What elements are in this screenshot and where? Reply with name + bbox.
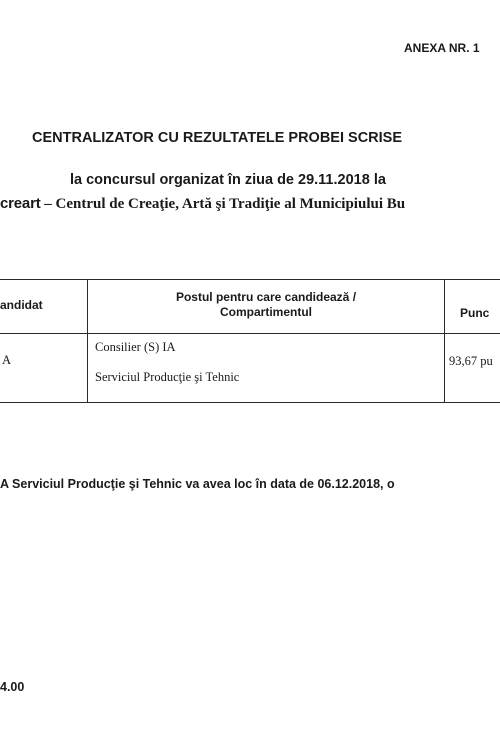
header-points: Punc: [460, 306, 490, 320]
document-subtitle: la concursul organizat în ziua de 29.11.2018 la: [70, 172, 386, 188]
header-position-line2: Compartimentul: [219, 305, 312, 319]
header-candidate: andidat: [0, 298, 43, 312]
header-position: [88, 290, 444, 320]
institution-name: Centrul de Creaţie, Artă şi Tradiţie al Municipiului Bu: [55, 196, 406, 212]
institution-separator: –: [40, 196, 56, 212]
document-title: CENTRALIZATOR CU REZULTATELE PROBEI SCRISE: [32, 130, 403, 146]
institution-line: [0, 195, 405, 213]
cell-points: 93,67 pu: [449, 354, 493, 368]
cell-position: Consilier (S) IA: [95, 340, 176, 354]
interview-note: A Serviciul Producţie şi Tehnic va avea loc în data de 06.12.2018, o: [0, 477, 395, 491]
table-border-top: [0, 279, 500, 280]
table-column-divider: [444, 279, 445, 403]
institution-brand: creart: [0, 195, 41, 212]
footer-time: 4.00: [0, 680, 25, 694]
cell-candidate: A: [2, 353, 12, 367]
header-position-line1: Postul pentru care candidează /: [175, 290, 357, 304]
annex-label: ANEXA NR. 1: [404, 41, 480, 55]
table-header-divider: [0, 333, 500, 334]
cell-department: Serviciul Producţie şi Tehnic: [95, 370, 240, 384]
table-border-bottom: [0, 402, 500, 403]
